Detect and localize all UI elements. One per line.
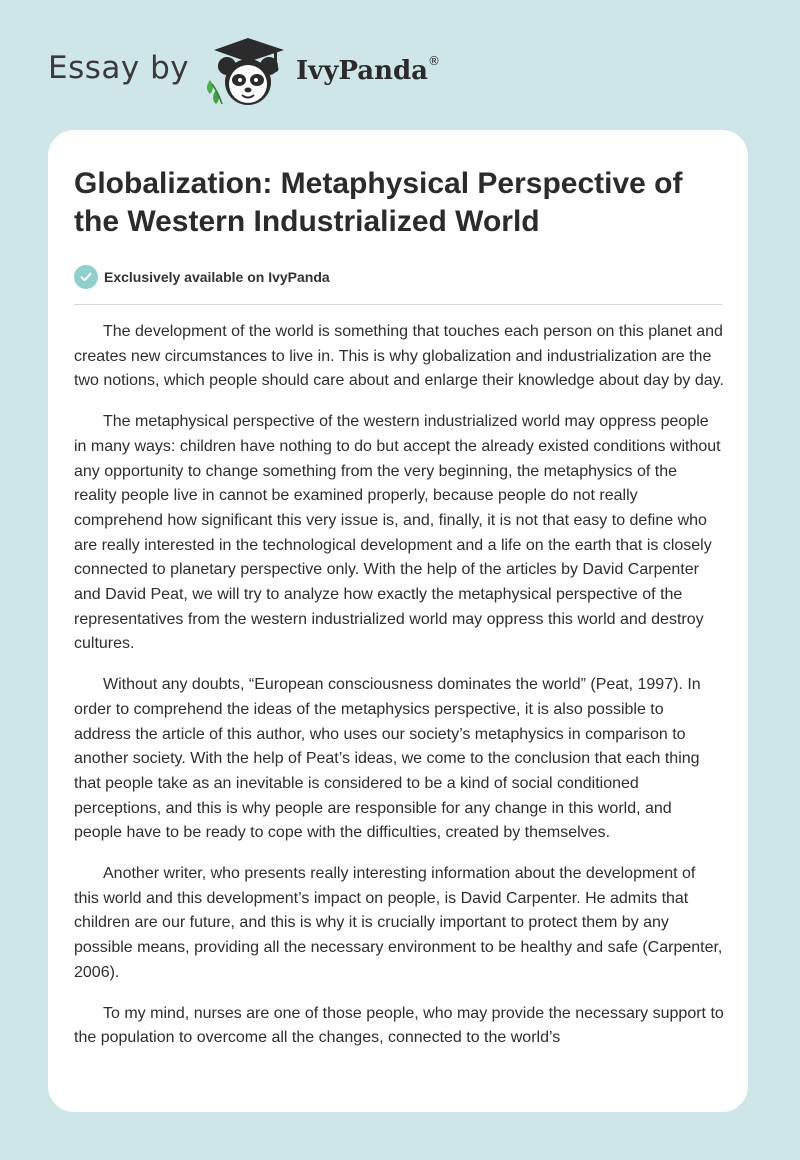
paragraph: Another writer, who presents really interesting information about the development of this world and this development’s impact on people, is David Carpenter. He admits that children are our future, and this is why it is crucially important to protect them by any possible means, providing all the necessary environment to be healthy and safe (Carpenter, 2006). (74, 865, 723, 981)
essay-card (48, 130, 748, 1112)
page-title: Globalization: Metaphysical Perspective of the Western Industrialized World (74, 167, 683, 238)
divider (74, 304, 722, 305)
essay-body (74, 320, 724, 1067)
exclusive-badge (74, 264, 330, 290)
paragraph: Without any doubts, “European consciousness dominates the world” (Peat, 1997). In order to comprehend the ideas of the metaphysics perspective, it is also possible to address the article of this author, who uses our society’s metaphysics in comparison to another society. With the help of Peat’s ideas, we come to the conclusion that each thing that people take as an inevitable is considered to be a kind of social conditioned perceptions, and this is why people are responsible for any change in this world, and people have to be ready to cope with the difficulties, created by themselves. (74, 676, 701, 842)
essay-by-label: Essay by (48, 50, 190, 86)
paragraph: To my mind, nurses are one of those people, who may provide the necessary support to the population to overcome all the changes, connected to the world’s (74, 1004, 724, 1047)
brand-name[interactable]: IvyPanda® (296, 54, 441, 86)
panda-graduate-logo-icon[interactable] (200, 36, 292, 108)
site-header (0, 0, 800, 130)
registered-mark: ® (428, 54, 441, 68)
exclusive-badge-label: Exclusively available on IvyPanda (104, 269, 330, 285)
paragraph: The metaphysical perspective of the western industrialized world may oppress people in many ways: children have nothing to do but accept the already existed conditions without any opportunity to change something from the very beginning, the metaphysics of the reality people live in cannot be examined properly, because people do not really comprehend how significant this very issue is, and, finally, it is not that easy to define who are really interested in the technological development and a life on the earth that is closely connected to planetary perspective only. With the help of the articles by David Carpenter and David Peat, we will try to analyze how exactly the metaphysical perspective of the representatives from the western industrialized world may oppress this world and destroy cultures. (74, 413, 721, 653)
paragraph: The development of the world is something that touches each person on this planet and creates new circumstances to live in. This is why globalization and industrialization are the two notions, which people should care about and enlarge their knowledge about day by day. (74, 323, 724, 390)
check-circle-icon (74, 265, 98, 289)
